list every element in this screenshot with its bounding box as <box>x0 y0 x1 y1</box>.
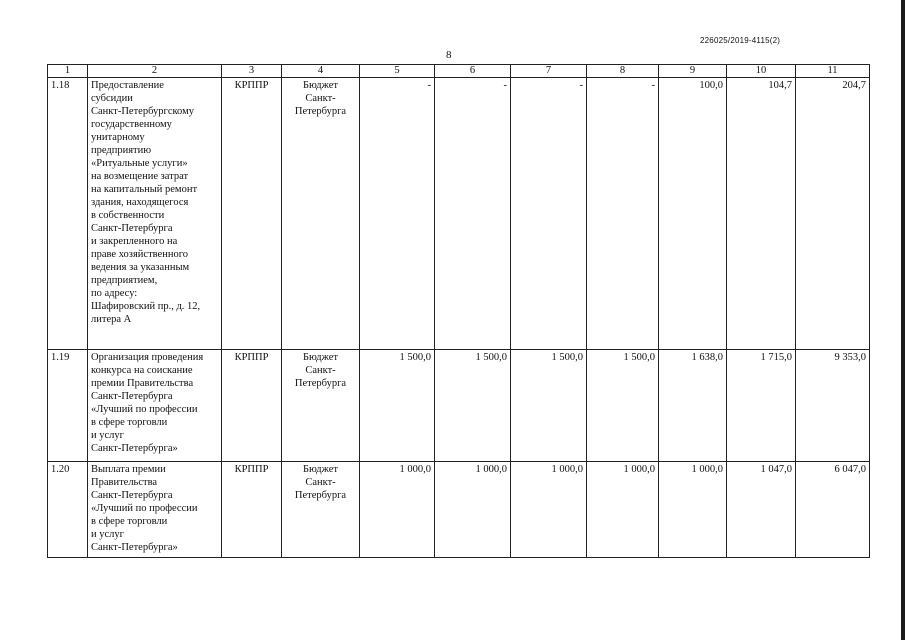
description-line: по адресу: <box>91 288 138 299</box>
description-line: литера А <box>91 314 132 325</box>
value-cell: - <box>587 78 659 350</box>
description-line: «Ритуальные услуги» <box>91 158 188 169</box>
description-line: субсидии <box>91 93 133 104</box>
description-line: Организация проведения <box>91 352 204 363</box>
description-line: Санкт-Петербурга <box>91 223 173 234</box>
value-cell: 104,7 <box>727 78 796 350</box>
source-line: Петербурга <box>294 490 347 501</box>
description-line: праве хозяйственного <box>91 249 188 260</box>
page-number: 8 <box>446 49 452 61</box>
column-header: 11 <box>796 65 870 78</box>
value-cell: 1 500,0 <box>587 350 659 462</box>
value-cell: 1 500,0 <box>435 350 511 462</box>
description-line: премии Правительства <box>91 378 194 389</box>
value-cell: 1 000,0 <box>435 462 511 558</box>
value-cell: 1 638,0 <box>659 350 727 462</box>
scan-edge <box>901 0 905 640</box>
description-line: Шафировский пр., д. 12, <box>91 301 201 312</box>
description-line: Выплата премии <box>91 464 166 475</box>
row-executor: КРППР <box>222 350 282 462</box>
description-line: в собственности <box>91 210 165 221</box>
row-number: 1.20 <box>48 462 88 558</box>
total-cell: 204,7 <box>796 78 870 350</box>
description-line: и услуг <box>91 529 124 540</box>
source-line: Санкт- <box>305 477 336 488</box>
column-header: 3 <box>222 65 282 78</box>
description-line: ведения за указанным <box>91 262 190 273</box>
column-header: 4 <box>282 65 360 78</box>
row-funding-source <box>282 78 360 350</box>
source-line: Петербурга <box>294 106 347 117</box>
description-line: здания, находящегося <box>91 197 189 208</box>
table-row <box>48 78 870 350</box>
source-line: Бюджет <box>302 352 339 363</box>
description-line: Санкт-Петербурга <box>91 490 173 501</box>
document-code: 226025/2019-4115(2) <box>700 36 781 45</box>
description-line: Правительства <box>91 477 158 488</box>
description-line: и закрепленного на <box>91 236 178 247</box>
value-cell: 1 715,0 <box>727 350 796 462</box>
column-header: 2 <box>88 65 222 78</box>
value-cell: 1 000,0 <box>659 462 727 558</box>
value-cell: 1 000,0 <box>511 462 587 558</box>
table-row <box>48 462 870 558</box>
value-cell: - <box>360 78 435 350</box>
description-line: в сфере торговли <box>91 417 168 428</box>
value-cell: 1 500,0 <box>511 350 587 462</box>
row-description <box>88 350 222 462</box>
value-cell: 1 000,0 <box>587 462 659 558</box>
source-line: Санкт- <box>305 365 336 376</box>
description-line: в сфере торговли <box>91 516 168 527</box>
description-line: предприятием, <box>91 275 158 286</box>
row-funding-source <box>282 350 360 462</box>
description-line: Санкт-Петербургскому <box>91 106 194 117</box>
description-line: унитарному <box>91 132 145 143</box>
column-header: 10 <box>727 65 796 78</box>
description-line: конкурса на соискание <box>91 365 193 376</box>
value-cell: - <box>511 78 587 350</box>
description-line: Предоставление <box>91 80 164 91</box>
value-cell: 1 047,0 <box>727 462 796 558</box>
row-description <box>88 78 222 350</box>
description-line: Санкт-Петербурга» <box>91 542 178 553</box>
total-cell: 6 047,0 <box>796 462 870 558</box>
description-line: «Лучший по профессии <box>91 503 198 514</box>
description-line: Санкт-Петербурга <box>91 391 173 402</box>
column-header: 8 <box>587 65 659 78</box>
column-header: 9 <box>659 65 727 78</box>
budget-table <box>47 64 870 558</box>
row-number: 1.19 <box>48 350 88 462</box>
value-cell: - <box>435 78 511 350</box>
column-header: 1 <box>48 65 88 78</box>
description-line: на капитальный ремонт <box>91 184 198 195</box>
column-number-row <box>48 65 870 78</box>
description-line: государственному <box>91 119 172 130</box>
column-header: 7 <box>511 65 587 78</box>
value-cell: 100,0 <box>659 78 727 350</box>
source-line: Петербурга <box>294 378 347 389</box>
column-header: 6 <box>435 65 511 78</box>
source-line: Бюджет <box>302 464 339 475</box>
description-line: «Лучший по профессии <box>91 404 198 415</box>
description-line: предприятию <box>91 145 152 156</box>
description-line: на возмещение затрат <box>91 171 189 182</box>
row-executor: КРППР <box>222 78 282 350</box>
row-funding-source <box>282 462 360 558</box>
row-number: 1.18 <box>48 78 88 350</box>
source-line: Бюджет <box>302 80 339 91</box>
total-cell: 9 353,0 <box>796 350 870 462</box>
value-cell: 1 000,0 <box>360 462 435 558</box>
description-line: и услуг <box>91 430 124 441</box>
row-executor: КРППР <box>222 462 282 558</box>
value-cell: 1 500,0 <box>360 350 435 462</box>
description-line: Санкт-Петербурга» <box>91 443 178 454</box>
table-row <box>48 350 870 462</box>
column-header: 5 <box>360 65 435 78</box>
row-description <box>88 462 222 558</box>
source-line: Санкт- <box>305 93 336 104</box>
